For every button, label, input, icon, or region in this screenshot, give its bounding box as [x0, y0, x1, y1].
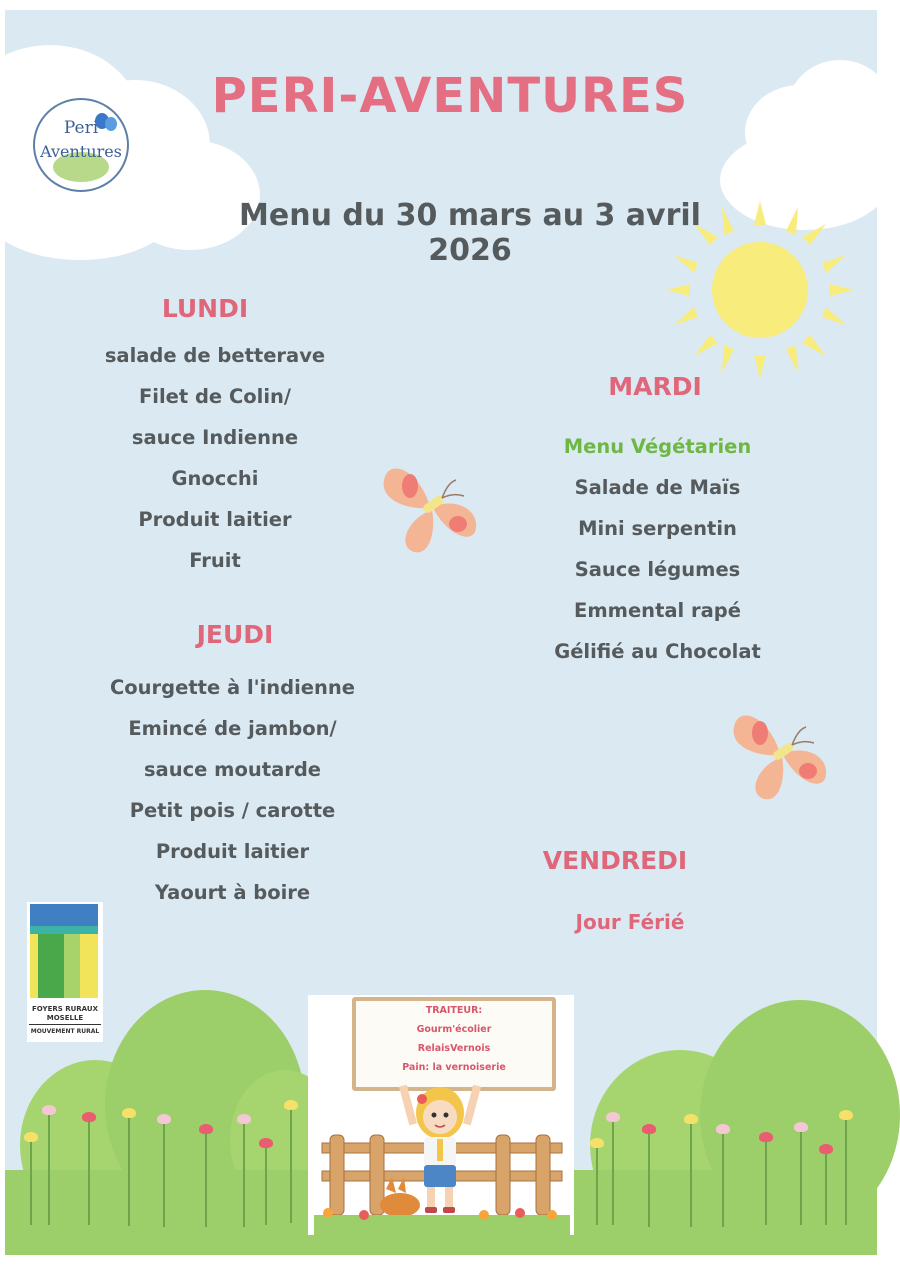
menu-item: Gélifié au Chocolat	[554, 640, 761, 663]
logo-caption-line3: MOUVEMENT RURAL	[30, 1028, 100, 1035]
logo-text-line1: Peri	[63, 118, 99, 138]
menu-item: Filet de Colin/	[138, 385, 292, 408]
menu-item: Produit laitier	[138, 508, 292, 531]
menu-item: Yaourt à boire	[154, 881, 311, 904]
foyers-ruraux-logo	[27, 902, 103, 1042]
menu-item: Salade de Maïs	[574, 476, 741, 499]
traiteur-illustration	[308, 995, 574, 1235]
menu-list-lundi	[100, 335, 330, 581]
holiday-note: Jour Férié	[575, 910, 685, 934]
page-title: PERI-AVENTURES	[211, 68, 689, 124]
traiteur-line2: RelaisVernois	[417, 1043, 491, 1054]
menu-item: Emincé de jambon/	[128, 717, 337, 740]
menu-item: Produit laitier	[155, 840, 310, 863]
menu-list-jeudi	[100, 667, 365, 913]
menu-item: Gnocchi	[171, 467, 259, 490]
menu-item: Emmental rapé	[574, 599, 741, 622]
vegetarian-label: Menu Végétarien	[563, 435, 752, 458]
menu-item: Petit pois / carotte	[129, 799, 336, 822]
menu-item: salade de betterave	[104, 344, 326, 367]
traiteur-title: TRAITEUR:	[425, 1005, 483, 1016]
child-illustration	[308, 1085, 574, 1235]
menu-list-mardi	[535, 426, 780, 672]
logo-text-line2: Aventures	[40, 142, 122, 161]
day-heading-lundi: LUNDI	[161, 294, 249, 323]
menu-date-range: Menu du 30 mars au 3 avril 2026	[239, 198, 701, 268]
butterfly-icon	[378, 458, 488, 558]
menu-item: Mini serpentin	[578, 517, 737, 540]
logo-caption-line2: MOSELLE	[46, 1014, 84, 1022]
traiteur-board	[352, 997, 556, 1091]
day-heading-mardi: MARDI	[608, 372, 702, 401]
menu-item: sauce moutarde	[143, 758, 322, 781]
traiteur-line1: Gourm'écolier	[416, 1024, 492, 1035]
butterfly-icon	[728, 705, 838, 805]
menu-item: Sauce légumes	[574, 558, 741, 581]
traiteur-line3: Pain: la vernoiserie	[402, 1062, 506, 1073]
logo-caption-line1: FOYERS RURAUX	[32, 1005, 98, 1013]
menu-item: Courgette à l'indienne	[109, 676, 356, 699]
day-heading-vendredi: VENDREDI	[542, 846, 688, 875]
day-heading-jeudi: JEUDI	[196, 620, 274, 649]
menu-item: Fruit	[189, 549, 241, 572]
menu-item: sauce Indienne	[131, 426, 299, 449]
